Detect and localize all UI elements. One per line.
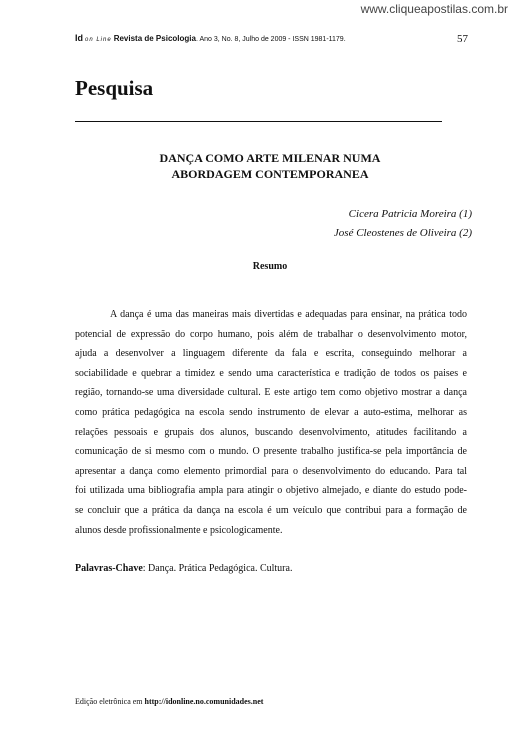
- abstract-line: sociabilidade e quebrar a timidez e sendo uma característica e tradição de todos os paises e: [75, 367, 467, 379]
- footer: [75, 697, 263, 706]
- abstract-line: alunos desde profissionalmente e psicologicamente.: [75, 524, 283, 536]
- abstract-line: ajuda a desenvolver a linguagem diferente da fala e escrita, conseguindo melhorar a: [75, 348, 467, 360]
- abstract-line: apresentar a dança como elemento primordial para o desenvolvimento do educando. Para tal: [75, 465, 467, 477]
- section-title: Pesquisa: [75, 76, 154, 100]
- journal-header: [75, 33, 465, 47]
- author-list: [334, 205, 472, 243]
- abstract-heading: Resumo: [252, 261, 288, 272]
- journal-logo-script: on Line: [85, 37, 112, 43]
- abstract-line: A dança é uma das maneiras mais divertidas e adequadas para ensinar, na prática todo: [110, 309, 467, 320]
- author-name: Cicera Patricia Moreira (1): [348, 208, 472, 220]
- article-title-line: DANÇA COMO ARTE MILENAR NUMA: [159, 151, 381, 165]
- watermark-url: www.cliqueapostilas.com.br: [360, 2, 508, 16]
- article-title: [75, 150, 465, 182]
- section-divider: [75, 121, 442, 122]
- abstract-line: como prática pedagógica na escola sendo instrumento de elevar a auto-estima, melhorar as: [75, 406, 467, 418]
- abstract-line: potencial de expressão do corpo humano, pois além de trabalhar o desenvolvimento motor,: [75, 328, 467, 340]
- abstract-line: relações pessoais e grupais dos alunos, buscando desenvolvimento, atitudes facilitando a: [75, 426, 467, 438]
- page-number: 57: [457, 33, 468, 45]
- abstract-line: foi utilizada uma bibliografia ampla para atingir o objetivo almejado, e diante do estudo pode-: [75, 485, 467, 497]
- keywords: [75, 563, 292, 574]
- abstract-line: comunicação de si mesmo com o mundo. O presente trabalho justifica-se pela importância de: [75, 446, 467, 458]
- journal-name: Revista de Psicologia: [113, 34, 196, 43]
- keywords-label: Palavras-Chave: [75, 563, 143, 574]
- journal-issue: . Ano 3, No. 8, Julho de 2009 - ISSN 1981-1179.: [195, 36, 346, 43]
- footer-url-link[interactable]: http://idonline.no.comunidades.net: [144, 697, 264, 706]
- abstract-line: se concluir que a prática da dança na escola é um veículo que contribui para a formação de: [75, 504, 467, 516]
- author-name: José Cleostenes de Oliveira (2): [333, 227, 472, 239]
- footer-prefix: Edição eletrônica em: [75, 697, 145, 706]
- abstract-line: região, tornando-se uma diversidade cultural. E este artigo tem como objetivo mostrar a dança: [75, 387, 467, 399]
- article-title-line: ABORDAGEM CONTEMPORANEA: [171, 167, 369, 181]
- abstract-body: [75, 305, 467, 540]
- journal-logo: Id: [75, 33, 83, 43]
- keywords-text: : Dança. Prática Pedagógica. Cultura.: [142, 563, 293, 574]
